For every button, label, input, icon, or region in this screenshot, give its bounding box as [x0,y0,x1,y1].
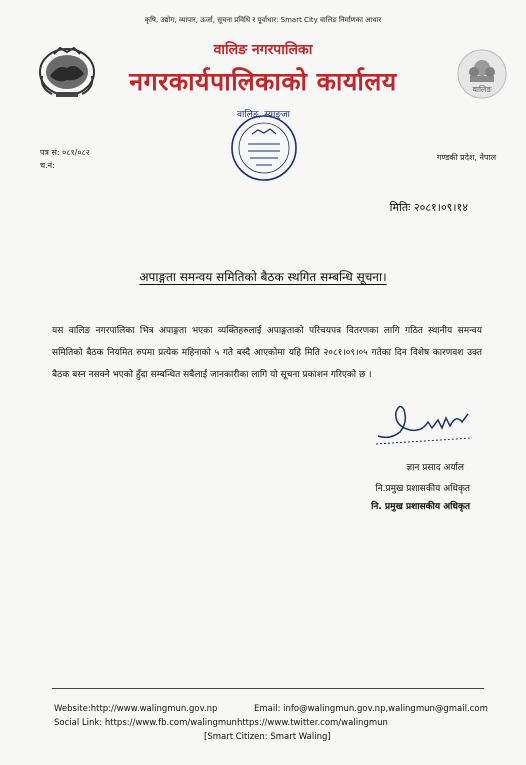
municipality-name: वालिङ नगरपालिका [213,42,313,58]
handwritten-signature-icon [370,392,480,450]
letter-date: मितिः २०८१।०९।१४ [389,201,468,214]
dispatch-number: च.नं: [40,161,55,170]
footer [54,702,488,742]
reference-number: पत्र सं: ०८१/०८२ [40,148,90,157]
seal-location: वालिङ, स्याङ्जा [237,110,291,120]
header-tagline: कृषि, उद्योग, व्यापार, ऊर्जा, सूचना प्रविधि र पूर्वाधार: Smart City वालिङ निर्माणका आधार [144,16,382,24]
province-label: गण्डकी प्रदेश, नेपाल [436,153,496,162]
signatory-title: नि.प्रमुख प्रशासकीय अधिकृत [375,484,470,494]
waling-municipality-logo-icon [456,48,508,100]
footer-website: Website:http://www.walingmun.gov.np [54,704,218,714]
footer-email: Email: info@walingmun.gov.np,walingmun@gmail.com [254,704,488,714]
footer-divider [52,688,484,689]
letter-subject [0,268,526,285]
signatory-stamp-title: नि. प्रमुख प्रशासकीय अधिकृत [371,502,470,512]
letter-body: यस वालिङ नगरपालिका भित्र अपाङ्गता भएका व्यक्तिहरुलाई अपाङ्गताको परिचयपत्र वितरणका लागि गठित स्थानीय समन्वय समितिको बैठक नियमित रुपमा प्रत्येक महिनाको ५ गते बस्दै आएकोमा यहि मिति २०८१।०९।०५ गतेका दिन विशेष कारणवश उक्त बैठक बस्न नसक्ने भएको हुँदा सम्बन्धित सबैलाई जानकारीका लागि यो सूचना प्रकाशन गरिएको छ । [52,326,482,380]
signatory-name: ज्ञान प्रसाद अर्याल [406,463,464,473]
logo-right-label: वालिङ [472,85,492,94]
reference-block [40,146,90,172]
office-title: नगरकार्यपालिकाको कार्यालय [129,67,397,96]
footer-slogan: [Smart Citizen: Smart Waling] [204,732,331,742]
subject-text: अपाङ्गता समन्वय समितिको बैठक स्थगित सम्बन्धि सूचना। [139,270,387,284]
footer-social: Social Link: https://www.fb.com/walingmunhttps://www.twitter.com/walingmun [54,718,388,728]
